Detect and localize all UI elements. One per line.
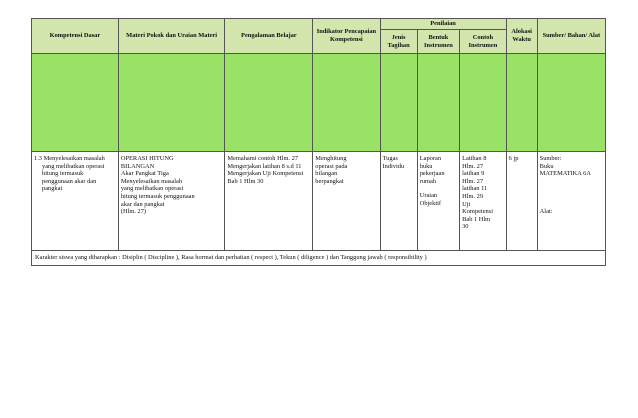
syllabus-table: [31, 18, 606, 266]
contoh-line: Latihan 8: [462, 155, 487, 162]
bentuk-line: pekerjaan: [419, 170, 445, 178]
karakter-siswa-text: Karakter siswa yang diharapkan : Disiplin ( Discipline ), Rasa hormat dan perhatian ( respect ), Tekun ( diligence ) dan Tanggung jawab ( responsibility ): [32, 251, 606, 266]
highlight-cell: [380, 54, 417, 152]
footer-row: [32, 251, 606, 266]
materi-line: Menyelesaikan masalah: [120, 177, 183, 185]
highlight-cell: [225, 54, 313, 152]
contoh-line: latihan 11: [462, 185, 488, 193]
contoh-line: latihan 9: [462, 170, 485, 178]
header-materi-pokok: Materi Pokok dan Uraian Materi: [118, 19, 225, 54]
kd-line: pangkat: [42, 185, 63, 193]
kd-line: hitung termasuk: [42, 170, 84, 178]
cell-bentuk-instrumen: [417, 152, 459, 251]
sumber-line: Sumber:: [539, 155, 562, 162]
bentuk-line: buku: [419, 162, 433, 170]
cell-indikator: [313, 152, 380, 251]
kd-line: penggunaan akar dan: [42, 177, 97, 185]
highlight-cell: [118, 54, 225, 152]
header-indikator: Indikator Pencapaian Kompetensi: [313, 19, 380, 54]
pengalaman-line: Memahami contoh Hlm. 27: [227, 155, 299, 162]
materi-line: hitung termasuk penggunaan: [120, 192, 195, 200]
header-sumber: Sumber/ Bahan/ Alat: [537, 19, 605, 54]
alokasi-value: 6 jp: [508, 155, 519, 162]
materi-line: (Hlm. 27): [120, 208, 147, 216]
contoh-line: Hlm. 29: [462, 192, 484, 200]
highlight-cell: [460, 54, 507, 152]
highlight-cell: [537, 54, 605, 152]
cell-contoh-instrumen: [460, 152, 507, 251]
sumber-line: MATEMATIKA 6A: [539, 170, 591, 178]
cell-materi-pokok: [118, 152, 225, 251]
indikator-line: Menghitung: [315, 155, 347, 162]
pengalaman-line: Mengerjakan latihan 8 s.d 11: [227, 162, 302, 170]
bentuk-line: Uraian: [419, 192, 438, 200]
highlight-cell: [417, 54, 459, 152]
materi-line: yang melibatkan operasi: [120, 185, 184, 193]
pengalaman-line: Mengerjakan Uji Kompetensi: [227, 170, 304, 178]
contoh-line: Bab 1 Hlm: [462, 215, 491, 223]
header-pengalaman-belajar: Pengalaman Belajar: [225, 19, 313, 54]
bentuk-line: rumah: [419, 177, 437, 185]
indikator-line: bilangan: [315, 170, 338, 178]
contoh-line: Hlm. 27: [462, 162, 484, 170]
contoh-line: 30: [462, 223, 469, 231]
contoh-line: Uji: [462, 200, 471, 208]
cell-pengalaman-belajar: [225, 152, 313, 251]
cell-sumber: [537, 152, 605, 251]
indikator-line: berpangkat: [315, 177, 344, 185]
header-jenis-tagihan: Jenis Tagihan: [380, 30, 417, 54]
materi-line: OPERASI HITUNG: [120, 155, 174, 162]
materi-line: BILANGAN: [120, 162, 155, 170]
cell-jenis-tagihan: [380, 152, 417, 251]
header-alokasi-waktu: Alokasi Waktu: [506, 19, 537, 54]
bentuk-line: Objektif: [419, 199, 442, 207]
kd-line: 1.3 Menyelesaikan masalah: [34, 155, 105, 162]
highlight-cell: [506, 54, 537, 152]
highlight-row: [32, 54, 606, 152]
tagihan-line: Individu: [382, 162, 405, 170]
header-penilaian: Penilaian: [380, 19, 506, 30]
sumber-line: Buku: [539, 162, 554, 170]
materi-line: akar dan pangkat: [120, 200, 165, 208]
header-bentuk-instrumen: Bentuk Instrumen: [417, 30, 459, 54]
pengalaman-line: Bab 1 Hlm 30: [227, 177, 264, 185]
indikator-line: operasi pada: [315, 162, 348, 170]
contoh-line: Hlm. 27: [462, 177, 484, 185]
contoh-line: Kompetensi: [462, 208, 493, 216]
header-contoh-instrumen: Contoh Instrumen: [460, 30, 507, 54]
tagihan-line: Tugas: [382, 155, 398, 162]
highlight-cell: [32, 54, 119, 152]
sumber-line: Alat:: [539, 207, 553, 215]
bentuk-line: Laporan: [419, 155, 442, 162]
cell-kompetensi-dasar: [32, 152, 119, 251]
header-kompetensi-dasar: Kompetensi Dasar: [32, 19, 119, 54]
cell-alokasi-waktu: [506, 152, 537, 251]
content-row: [32, 152, 606, 251]
highlight-cell: [313, 54, 380, 152]
materi-line: Akar Pangkat Tiga: [120, 170, 169, 178]
kd-line: yang melibatkan operasi: [42, 162, 105, 170]
